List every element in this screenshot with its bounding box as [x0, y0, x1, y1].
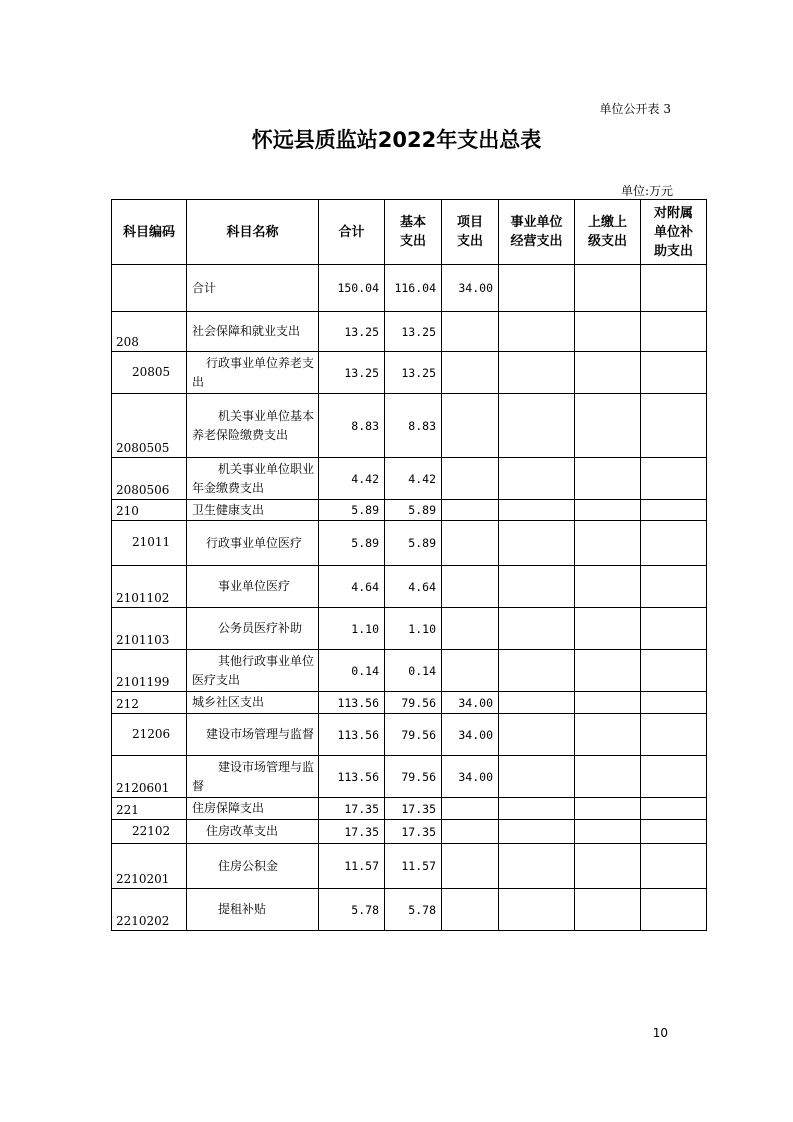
cell-name: 住房改革支出	[187, 820, 319, 844]
cell-upper	[575, 650, 641, 692]
cell-total: 113.56	[319, 756, 385, 798]
table-row	[112, 566, 707, 608]
form-label: 单位公开表 3	[599, 102, 671, 116]
cell-basic: 4.64	[385, 566, 442, 608]
cell-subsidy	[641, 312, 707, 352]
cell-upper	[575, 352, 641, 394]
cell-total: 5.89	[319, 521, 385, 566]
unit-label: 单位:万元	[620, 184, 673, 198]
cell-basic: 1.10	[385, 608, 442, 650]
cell-project	[442, 500, 499, 521]
cell-basic: 17.35	[385, 820, 442, 844]
cell-business	[499, 889, 575, 931]
cell-upper	[575, 500, 641, 521]
table-row	[112, 608, 707, 650]
cell-total: 11.57	[319, 844, 385, 889]
cell-business	[499, 798, 575, 820]
cell-upper	[575, 265, 641, 312]
cell-basic: 5.89	[385, 521, 442, 566]
cell-total: 13.25	[319, 352, 385, 394]
cell-basic: 13.25	[385, 352, 442, 394]
cell-business	[499, 756, 575, 798]
cell-business	[499, 458, 575, 500]
cell-subsidy	[641, 608, 707, 650]
cell-name: 公务员医疗补助	[187, 608, 319, 650]
cell-upper	[575, 820, 641, 844]
header-subsidy: 对附属 单位补 助支出	[641, 200, 707, 265]
cell-subsidy	[641, 265, 707, 312]
cell-subsidy	[641, 889, 707, 931]
table-row	[112, 889, 707, 931]
cell-business	[499, 265, 575, 312]
cell-basic: 8.83	[385, 394, 442, 458]
cell-project: 34.00	[442, 714, 499, 756]
table-row	[112, 521, 707, 566]
cell-total: 17.35	[319, 820, 385, 844]
cell-code: 20805	[112, 352, 187, 394]
cell-name: 住房保障支出	[187, 798, 319, 820]
cell-code: 221	[112, 798, 187, 820]
cell-business	[499, 650, 575, 692]
cell-name: 机关事业单位职业年金缴费支出	[187, 458, 319, 500]
cell-upper	[575, 714, 641, 756]
cell-project	[442, 521, 499, 566]
header-basic: 基本 支出	[385, 200, 442, 265]
cell-subsidy	[641, 521, 707, 566]
cell-name: 行政事业单位医疗	[187, 521, 319, 566]
cell-subsidy	[641, 394, 707, 458]
cell-total: 4.42	[319, 458, 385, 500]
table-row	[112, 692, 707, 714]
table-row	[112, 798, 707, 820]
cell-code: 2080506	[112, 458, 187, 500]
cell-name: 提租补贴	[187, 889, 319, 931]
cell-name: 机关事业单位基本养老保险缴费支出	[187, 394, 319, 458]
cell-project: 34.00	[442, 692, 499, 714]
table-row	[112, 312, 707, 352]
cell-basic: 5.78	[385, 889, 442, 931]
table-row	[112, 756, 707, 798]
cell-business	[499, 521, 575, 566]
cell-name: 社会保障和就业支出	[187, 312, 319, 352]
cell-name: 其他行政事业单位医疗支出	[187, 650, 319, 692]
header-upper: 上缴上 级支出	[575, 200, 641, 265]
cell-total: 1.10	[319, 608, 385, 650]
cell-name: 城乡社区支出	[187, 692, 319, 714]
table-row	[112, 844, 707, 889]
cell-subsidy	[641, 798, 707, 820]
cell-business	[499, 820, 575, 844]
cell-subsidy	[641, 844, 707, 889]
cell-upper	[575, 692, 641, 714]
cell-project	[442, 312, 499, 352]
page-title: 怀远县质监站2022年支出总表	[251, 128, 542, 152]
cell-business	[499, 566, 575, 608]
cell-name: 住房公积金	[187, 844, 319, 889]
header-business: 事业单位 经营支出	[499, 200, 575, 265]
cell-subsidy	[641, 458, 707, 500]
cell-code: 22102	[112, 820, 187, 844]
cell-code	[112, 265, 187, 312]
cell-code: 2101199	[112, 650, 187, 692]
cell-code: 210	[112, 500, 187, 521]
cell-basic: 13.25	[385, 312, 442, 352]
cell-total: 4.64	[319, 566, 385, 608]
cell-upper	[575, 312, 641, 352]
cell-subsidy	[641, 756, 707, 798]
cell-upper	[575, 844, 641, 889]
cell-basic: 79.56	[385, 756, 442, 798]
cell-code: 208	[112, 312, 187, 352]
cell-upper	[575, 756, 641, 798]
cell-project	[442, 820, 499, 844]
cell-upper	[575, 566, 641, 608]
cell-total: 5.89	[319, 500, 385, 521]
table-row	[112, 650, 707, 692]
cell-upper	[575, 889, 641, 931]
cell-total: 113.56	[319, 692, 385, 714]
cell-total: 8.83	[319, 394, 385, 458]
table-row	[112, 394, 707, 458]
table-row	[112, 820, 707, 844]
cell-code: 2101103	[112, 608, 187, 650]
cell-total: 0.14	[319, 650, 385, 692]
cell-business	[499, 500, 575, 521]
header-project: 项目 支出	[442, 200, 499, 265]
cell-basic: 17.35	[385, 798, 442, 820]
cell-project	[442, 798, 499, 820]
cell-name: 事业单位医疗	[187, 566, 319, 608]
cell-upper	[575, 798, 641, 820]
cell-upper	[575, 394, 641, 458]
cell-basic: 79.56	[385, 714, 442, 756]
cell-code: 2080505	[112, 394, 187, 458]
cell-subsidy	[641, 820, 707, 844]
cell-business	[499, 692, 575, 714]
cell-subsidy	[641, 692, 707, 714]
cell-basic: 116.04	[385, 265, 442, 312]
page-number: 10	[652, 1026, 668, 1040]
cell-code: 21206	[112, 714, 187, 756]
cell-total: 13.25	[319, 312, 385, 352]
cell-code: 2120601	[112, 756, 187, 798]
cell-upper	[575, 608, 641, 650]
cell-name: 建设市场管理与监督	[187, 756, 319, 798]
cell-project	[442, 650, 499, 692]
cell-name: 行政事业单位养老支出	[187, 352, 319, 394]
cell-subsidy	[641, 650, 707, 692]
cell-name: 合计	[187, 265, 319, 312]
expenditure-table	[111, 199, 707, 931]
cell-code: 212	[112, 692, 187, 714]
cell-project	[442, 844, 499, 889]
cell-project	[442, 889, 499, 931]
header-total: 合计	[319, 200, 385, 265]
cell-project	[442, 608, 499, 650]
cell-project	[442, 394, 499, 458]
cell-basic: 4.42	[385, 458, 442, 500]
cell-code: 2210202	[112, 889, 187, 931]
table-row	[112, 352, 707, 394]
cell-project	[442, 458, 499, 500]
cell-code: 2101102	[112, 566, 187, 608]
cell-basic: 5.89	[385, 500, 442, 521]
cell-project: 34.00	[442, 265, 499, 312]
cell-subsidy	[641, 566, 707, 608]
cell-business	[499, 714, 575, 756]
cell-subsidy	[641, 714, 707, 756]
cell-business	[499, 608, 575, 650]
cell-name: 建设市场管理与监督	[187, 714, 319, 756]
cell-project: 34.00	[442, 756, 499, 798]
header-code: 科目编码	[112, 200, 187, 265]
table-row	[112, 458, 707, 500]
cell-total: 150.04	[319, 265, 385, 312]
cell-name: 卫生健康支出	[187, 500, 319, 521]
table-row	[112, 265, 707, 312]
cell-total: 113.56	[319, 714, 385, 756]
table-row	[112, 714, 707, 756]
cell-code: 21011	[112, 521, 187, 566]
cell-upper	[575, 521, 641, 566]
cell-business	[499, 394, 575, 458]
table-row	[112, 500, 707, 521]
cell-subsidy	[641, 352, 707, 394]
cell-subsidy	[641, 500, 707, 521]
cell-basic: 0.14	[385, 650, 442, 692]
cell-business	[499, 312, 575, 352]
cell-business	[499, 352, 575, 394]
cell-code: 2210201	[112, 844, 187, 889]
cell-basic: 79.56	[385, 692, 442, 714]
cell-project	[442, 352, 499, 394]
cell-project	[442, 566, 499, 608]
cell-upper	[575, 458, 641, 500]
cell-total: 5.78	[319, 889, 385, 931]
cell-basic: 11.57	[385, 844, 442, 889]
cell-business	[499, 844, 575, 889]
cell-total: 17.35	[319, 798, 385, 820]
header-name: 科目名称	[187, 200, 319, 265]
